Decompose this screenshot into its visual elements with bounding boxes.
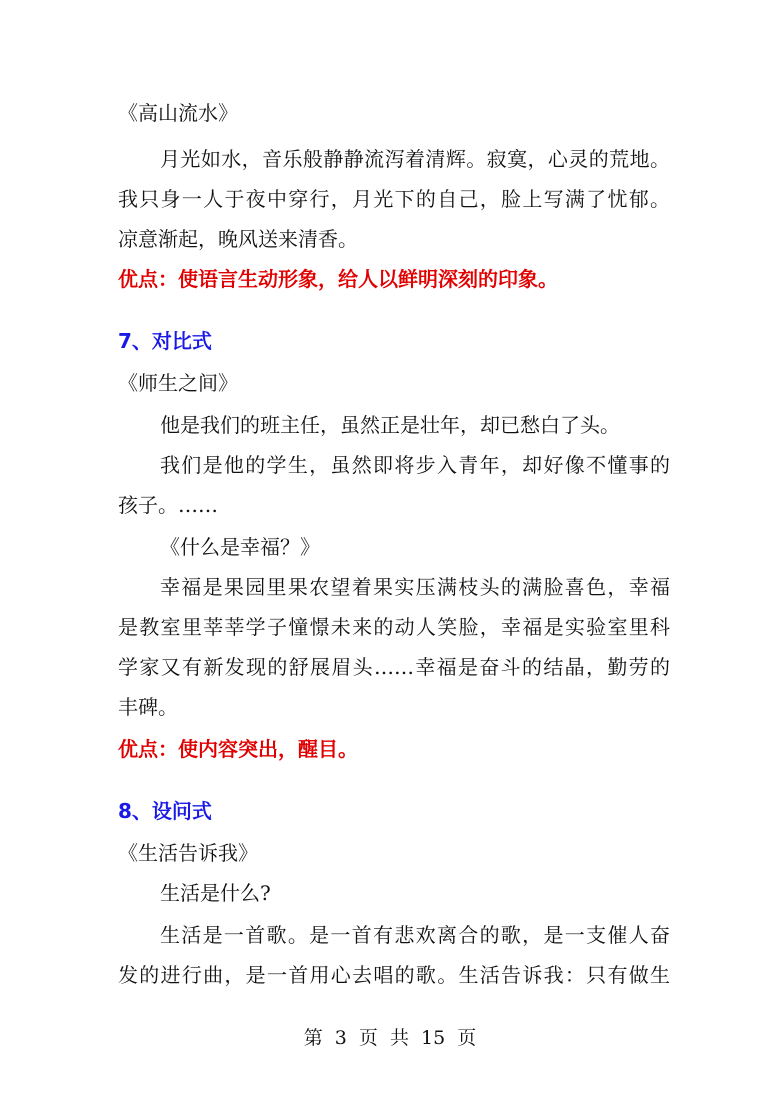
essay-title-gaoshan: 《高山流水》 [118, 101, 238, 125]
paragraph-line: 我们是他的学生，虽然即将步入青年，却好像不懂事的 [160, 453, 670, 477]
paragraph-line: 我只身一人于夜中穿行，月光下的自己，脸上写满了忧郁。 [118, 187, 670, 211]
paragraph-line: 幸福是果园里果农望着果实压满枝头的满脸喜色，幸福 [160, 575, 670, 599]
paragraph-line: 生活是什么? [160, 881, 271, 905]
paragraph-line: 凉意渐起，晚风送来清香。 [118, 227, 358, 251]
paragraph-line: 生活是一首歌。是一首有悲欢离合的歌，是一支催人奋 [160, 923, 670, 947]
section-heading-8: 8、设问式 [118, 799, 212, 823]
essay-title-shenghuo: 《生活告诉我》 [118, 841, 258, 865]
essay-title-shisheng: 《师生之间》 [118, 371, 238, 395]
paragraph-line: 孩子。…… [118, 493, 218, 517]
merit-note: 优点：使内容突出，醒目。 [118, 737, 358, 761]
section-heading-7: 7、对比式 [118, 329, 212, 353]
page-number-footer: 第 3 页 共 15 页 [303, 1027, 477, 1049]
paragraph-line: 是教室里莘莘学子憧憬未来的动人笑脸，幸福是实验室里科 [118, 615, 670, 639]
paragraph-line: 丰碑。 [118, 695, 178, 719]
essay-title-xingfu: 《什么是幸福？》 [160, 535, 320, 559]
paragraph-line: 发的进行曲，是一首用心去唱的歌。生活告诉我：只有做生 [118, 963, 670, 987]
paragraph-line: 他是我们的班主任，虽然正是壮年，却已愁白了头。 [160, 413, 620, 437]
paragraph-line: 月光如水，音乐般静静流泻着清辉。寂寞，心灵的荒地。 [160, 147, 670, 171]
paragraph-line: 学家又有新发现的舒展眉头……幸福是奋斗的结晶，勤劳的 [118, 655, 670, 679]
merit-note: 优点：使语言生动形象，给人以鲜明深刻的印象。 [118, 267, 558, 291]
